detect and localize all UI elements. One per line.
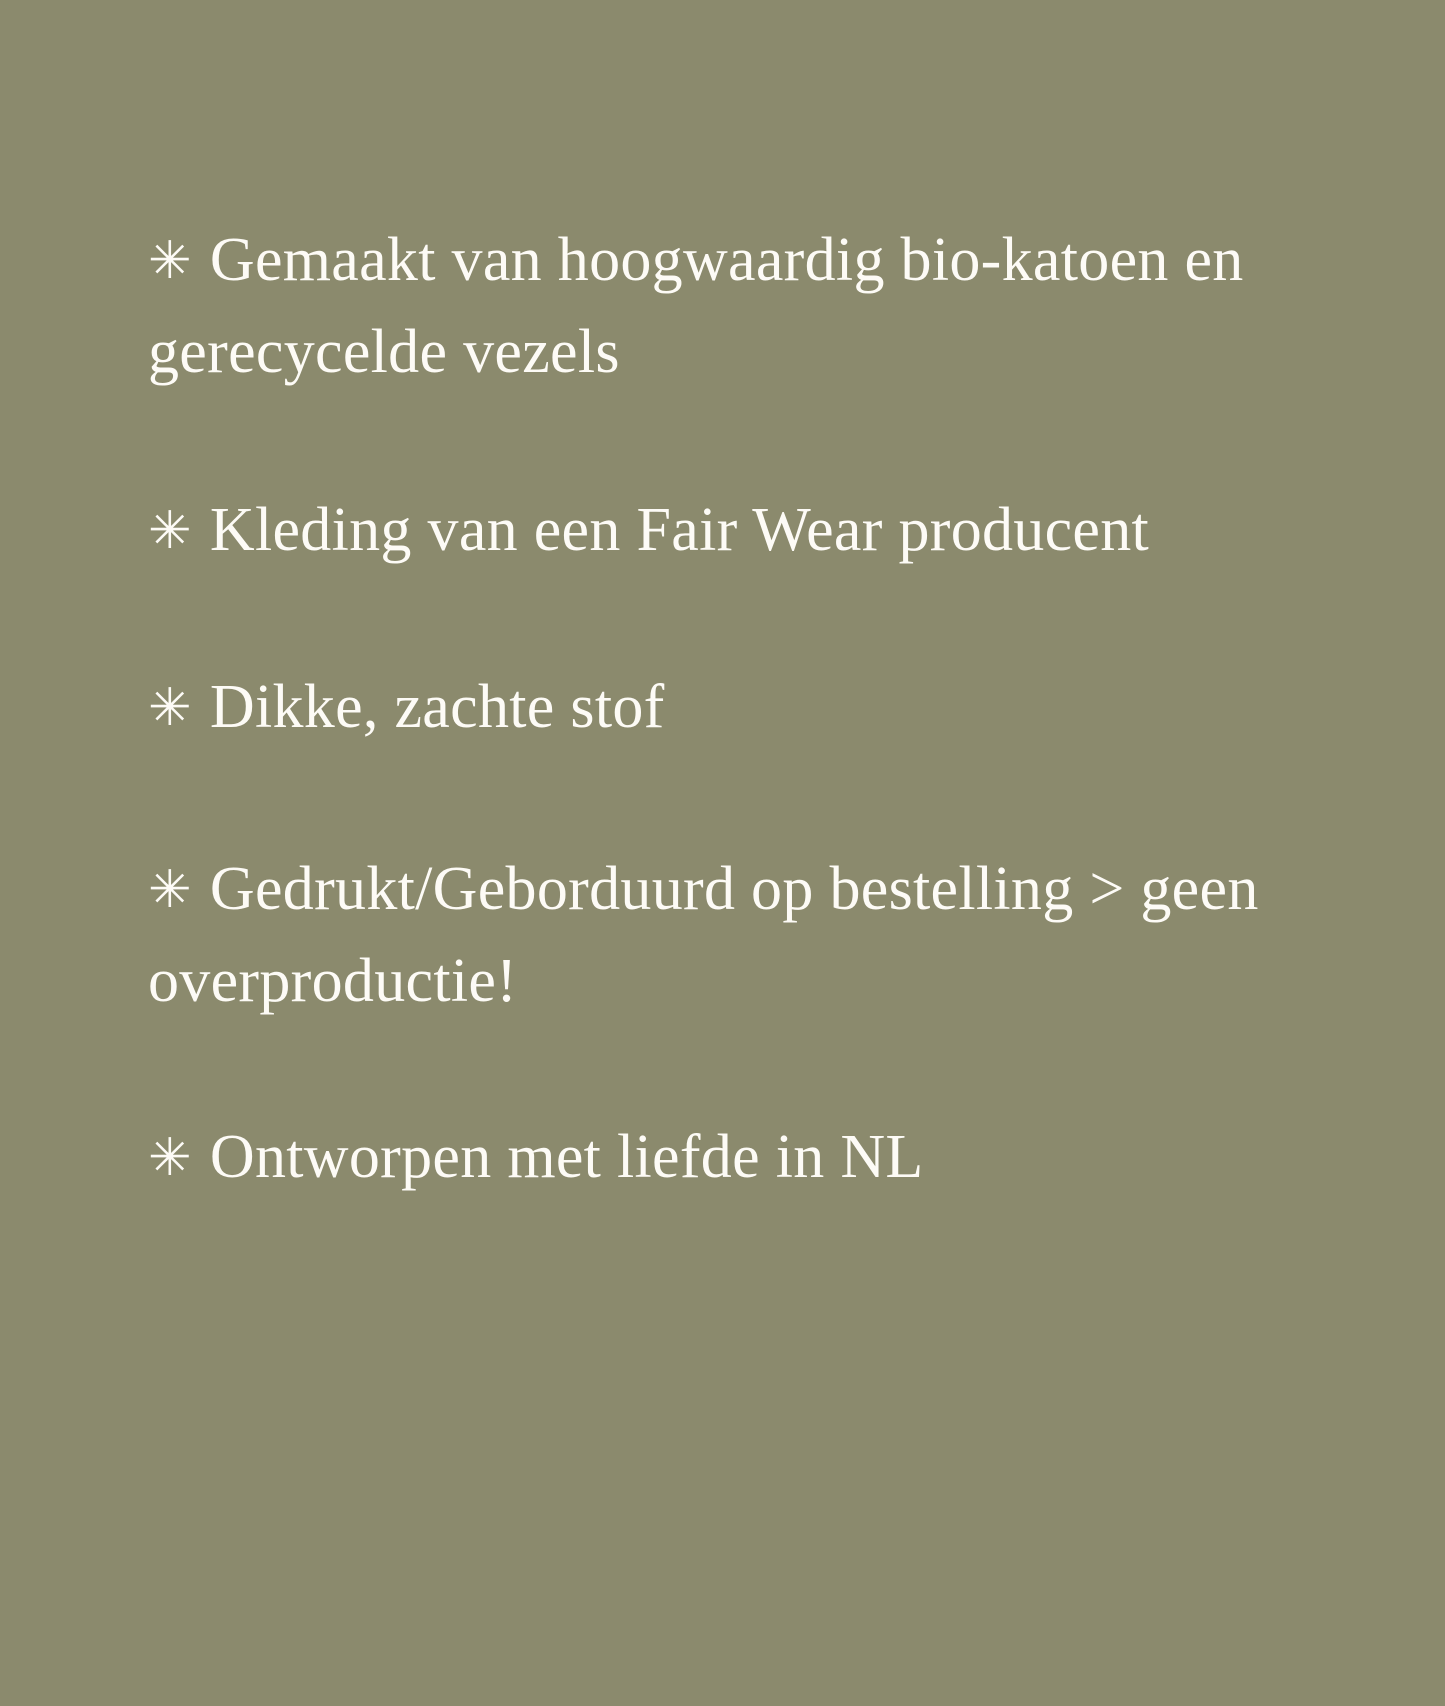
feature-text: Gemaakt van hoogwaardig bio-katoen en gerecycelde vezels <box>148 226 1244 386</box>
list-item <box>148 485 1295 577</box>
eight-pointed-star-icon: ✳ <box>148 862 192 919</box>
eight-pointed-star-icon: ✳ <box>148 233 192 290</box>
feature-list <box>148 215 1295 1203</box>
feature-text: Gedrukt/Geborduurd op bestelling > geen overproductie! <box>148 855 1259 1015</box>
eight-pointed-star-icon: ✳ <box>148 680 192 738</box>
feature-text: Ontworpen met liefde in NL <box>209 1122 924 1191</box>
eight-pointed-star-icon: ✳ <box>148 502 192 560</box>
eight-pointed-star-icon: ✳ <box>148 1129 192 1187</box>
feature-text: Dikke, zachte stof <box>209 673 665 742</box>
list-item <box>148 1112 1295 1204</box>
list-item <box>148 215 1295 399</box>
list-item <box>148 844 1295 1028</box>
list-item <box>148 662 1295 754</box>
feature-text: Kleding van een Fair Wear producent <box>209 495 1150 564</box>
